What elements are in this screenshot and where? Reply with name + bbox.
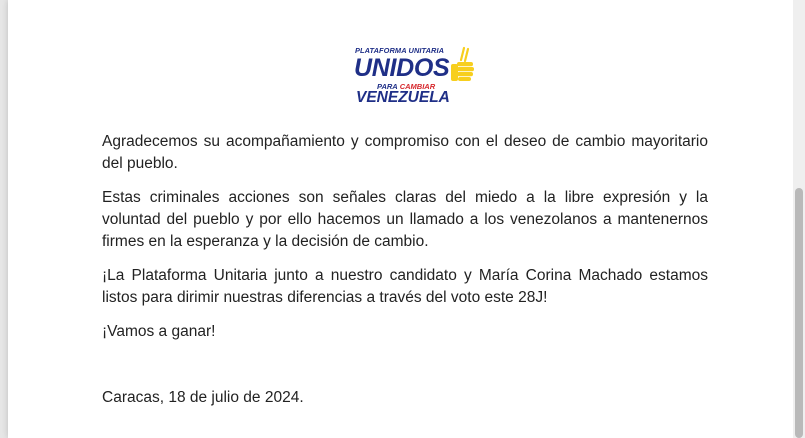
thumbs-up-icon [447, 46, 477, 86]
paragraph-plataforma-unitaria: ¡La Plataforma Unitaria junto a nuestro candidato y María Corina Machado estamos listos para dirimir nuestras diferencias a través del voto este 28J! [102, 267, 708, 306]
signature-date: Caracas, 18 de julio de 2024. [102, 389, 304, 406]
document-page [8, 0, 793, 438]
paragraph-thanks: Agradecemos su acompañamiento y compromiso con el deseo de cambio mayoritario del pueblo. [102, 133, 708, 172]
logo-para: PARA [377, 82, 398, 91]
unidos-logo [351, 46, 481, 108]
logo-main-word: UNIDOS [354, 54, 450, 82]
document-body [102, 131, 708, 406]
logo-cambiar: CAMBIAR [399, 82, 436, 91]
logo-top-line: PLATAFORMA UNITARIA [355, 46, 445, 55]
logo-bottom-word: VENEZUELA [356, 89, 450, 106]
paragraph-criminal-actions: Estas criminales acciones son señales claras del miedo a la libre expresión y la voluntad del pueblo y por ello hacemos un llamado a los venezolanos a mantenernos firmes en la esperanza y la decisión de cambio. [102, 189, 708, 250]
scrollbar-track[interactable] [793, 0, 805, 438]
paragraph-vamos-a-ganar: ¡Vamos a ganar! [102, 323, 216, 340]
scrollbar-thumb[interactable] [795, 188, 803, 438]
